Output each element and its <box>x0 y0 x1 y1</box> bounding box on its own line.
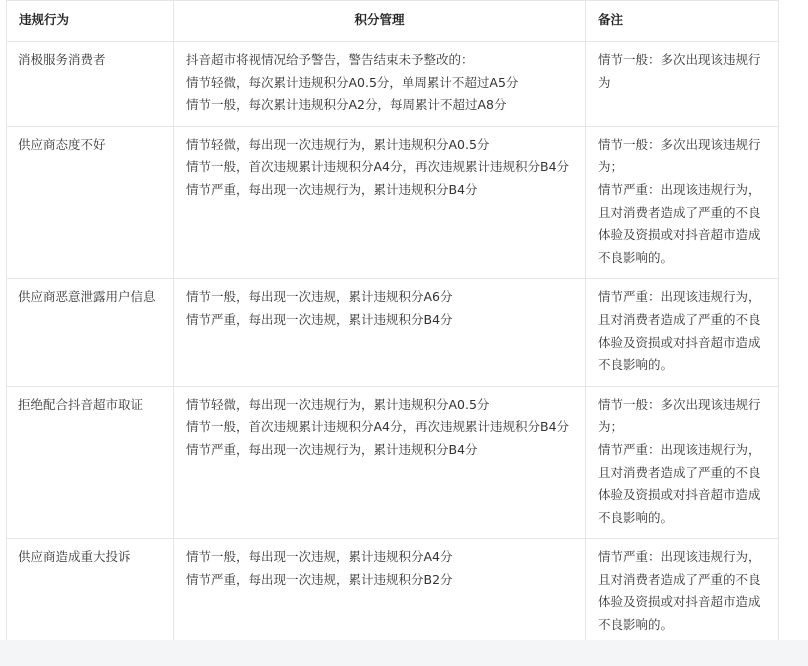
behavior-cell: 供应商态度不好 <box>7 126 174 279</box>
notes-line: 情节严重：出现该违规行为，且对消费者造成了严重的不良体验及资损或对抖音超市造成不良影响的。 <box>598 181 761 265</box>
points-line: 情节轻微，每出现一次违规行为，累计违规积分A0.5分 <box>186 396 490 412</box>
points-line: 情节一般，每次累计违规积分A2分，每周累计不超过A8分 <box>186 97 507 113</box>
table-header-row <box>7 1 779 42</box>
header-behavior: 违规行为 <box>7 1 174 42</box>
table-row <box>7 42 779 127</box>
notes-cell <box>586 126 779 279</box>
notes-line: 情节严重：出现该违规行为，且对消费者造成了严重的不良体验及资损或对抖音超市造成不良影响的。 <box>598 441 761 525</box>
points-line: 情节轻微，每出现一次违规行为，累计违规积分A0.5分 <box>186 136 490 152</box>
table-row <box>7 279 779 386</box>
notes-line: 情节一般：多次出现该违规行为； <box>598 136 761 175</box>
points-line: 情节严重，每出现一次违规，累计违规积分B4分 <box>186 311 453 327</box>
points-line: 情节严重，每出现一次违规，累计违规积分B2分 <box>186 571 453 587</box>
notes-line: 情节严重：出现该违规行为，且对消费者造成了严重的不良体验及资损或对抖音超市造成不良影响的。 <box>598 289 761 373</box>
notes-cell <box>586 386 779 539</box>
points-line: 情节一般，首次违规累计违规积分A4分，再次违规累计违规积分B4分 <box>186 159 570 175</box>
points-cell <box>174 279 586 386</box>
violation-points-table <box>6 0 779 640</box>
table-row <box>7 539 779 640</box>
points-line: 情节严重，每出现一次违规行为，累计违规积分B4分 <box>186 181 478 197</box>
notes-line: 情节严重：出现该违规行为，且对消费者造成了严重的不良体验及资损或对抖音超市造成不良影响的。 <box>598 549 761 633</box>
table-row <box>7 386 779 539</box>
notes-line: 情节一般：多次出现该违规行为； <box>598 396 761 435</box>
header-notes: 备注 <box>586 1 779 42</box>
behavior-cell: 供应商造成重大投诉 <box>7 539 174 640</box>
points-cell <box>174 386 586 539</box>
behavior-cell: 消极服务消费者 <box>7 42 174 127</box>
notes-cell <box>586 279 779 386</box>
behavior-cell: 供应商恶意泄露用户信息 <box>7 279 174 386</box>
table-row <box>7 126 779 279</box>
points-cell <box>174 126 586 279</box>
points-line: 情节严重，每出现一次违规行为，累计违规积分B4分 <box>186 441 478 457</box>
points-line: 抖音超市将视情况给予警告，警告结束未予整改的： <box>186 52 474 67</box>
notes-cell <box>586 539 779 640</box>
header-points: 积分管理 <box>174 1 586 42</box>
notes-cell <box>586 42 779 127</box>
points-line: 情节一般，首次违规累计违规积分A4分，再次违规累计违规积分B4分 <box>186 419 570 435</box>
notes-line: 情节一般：多次出现该违规行为 <box>598 52 761 90</box>
points-line: 情节一般，每出现一次违规，累计违规积分A4分 <box>186 549 453 565</box>
points-cell <box>174 539 586 640</box>
points-line: 情节一般，每出现一次违规，累计违规积分A6分 <box>186 289 453 305</box>
points-line: 情节轻微，每次累计违规积分A0.5分，单周累计不超过A5分 <box>186 74 519 90</box>
behavior-cell: 拒绝配合抖音超市取证 <box>7 386 174 539</box>
points-cell <box>174 42 586 127</box>
